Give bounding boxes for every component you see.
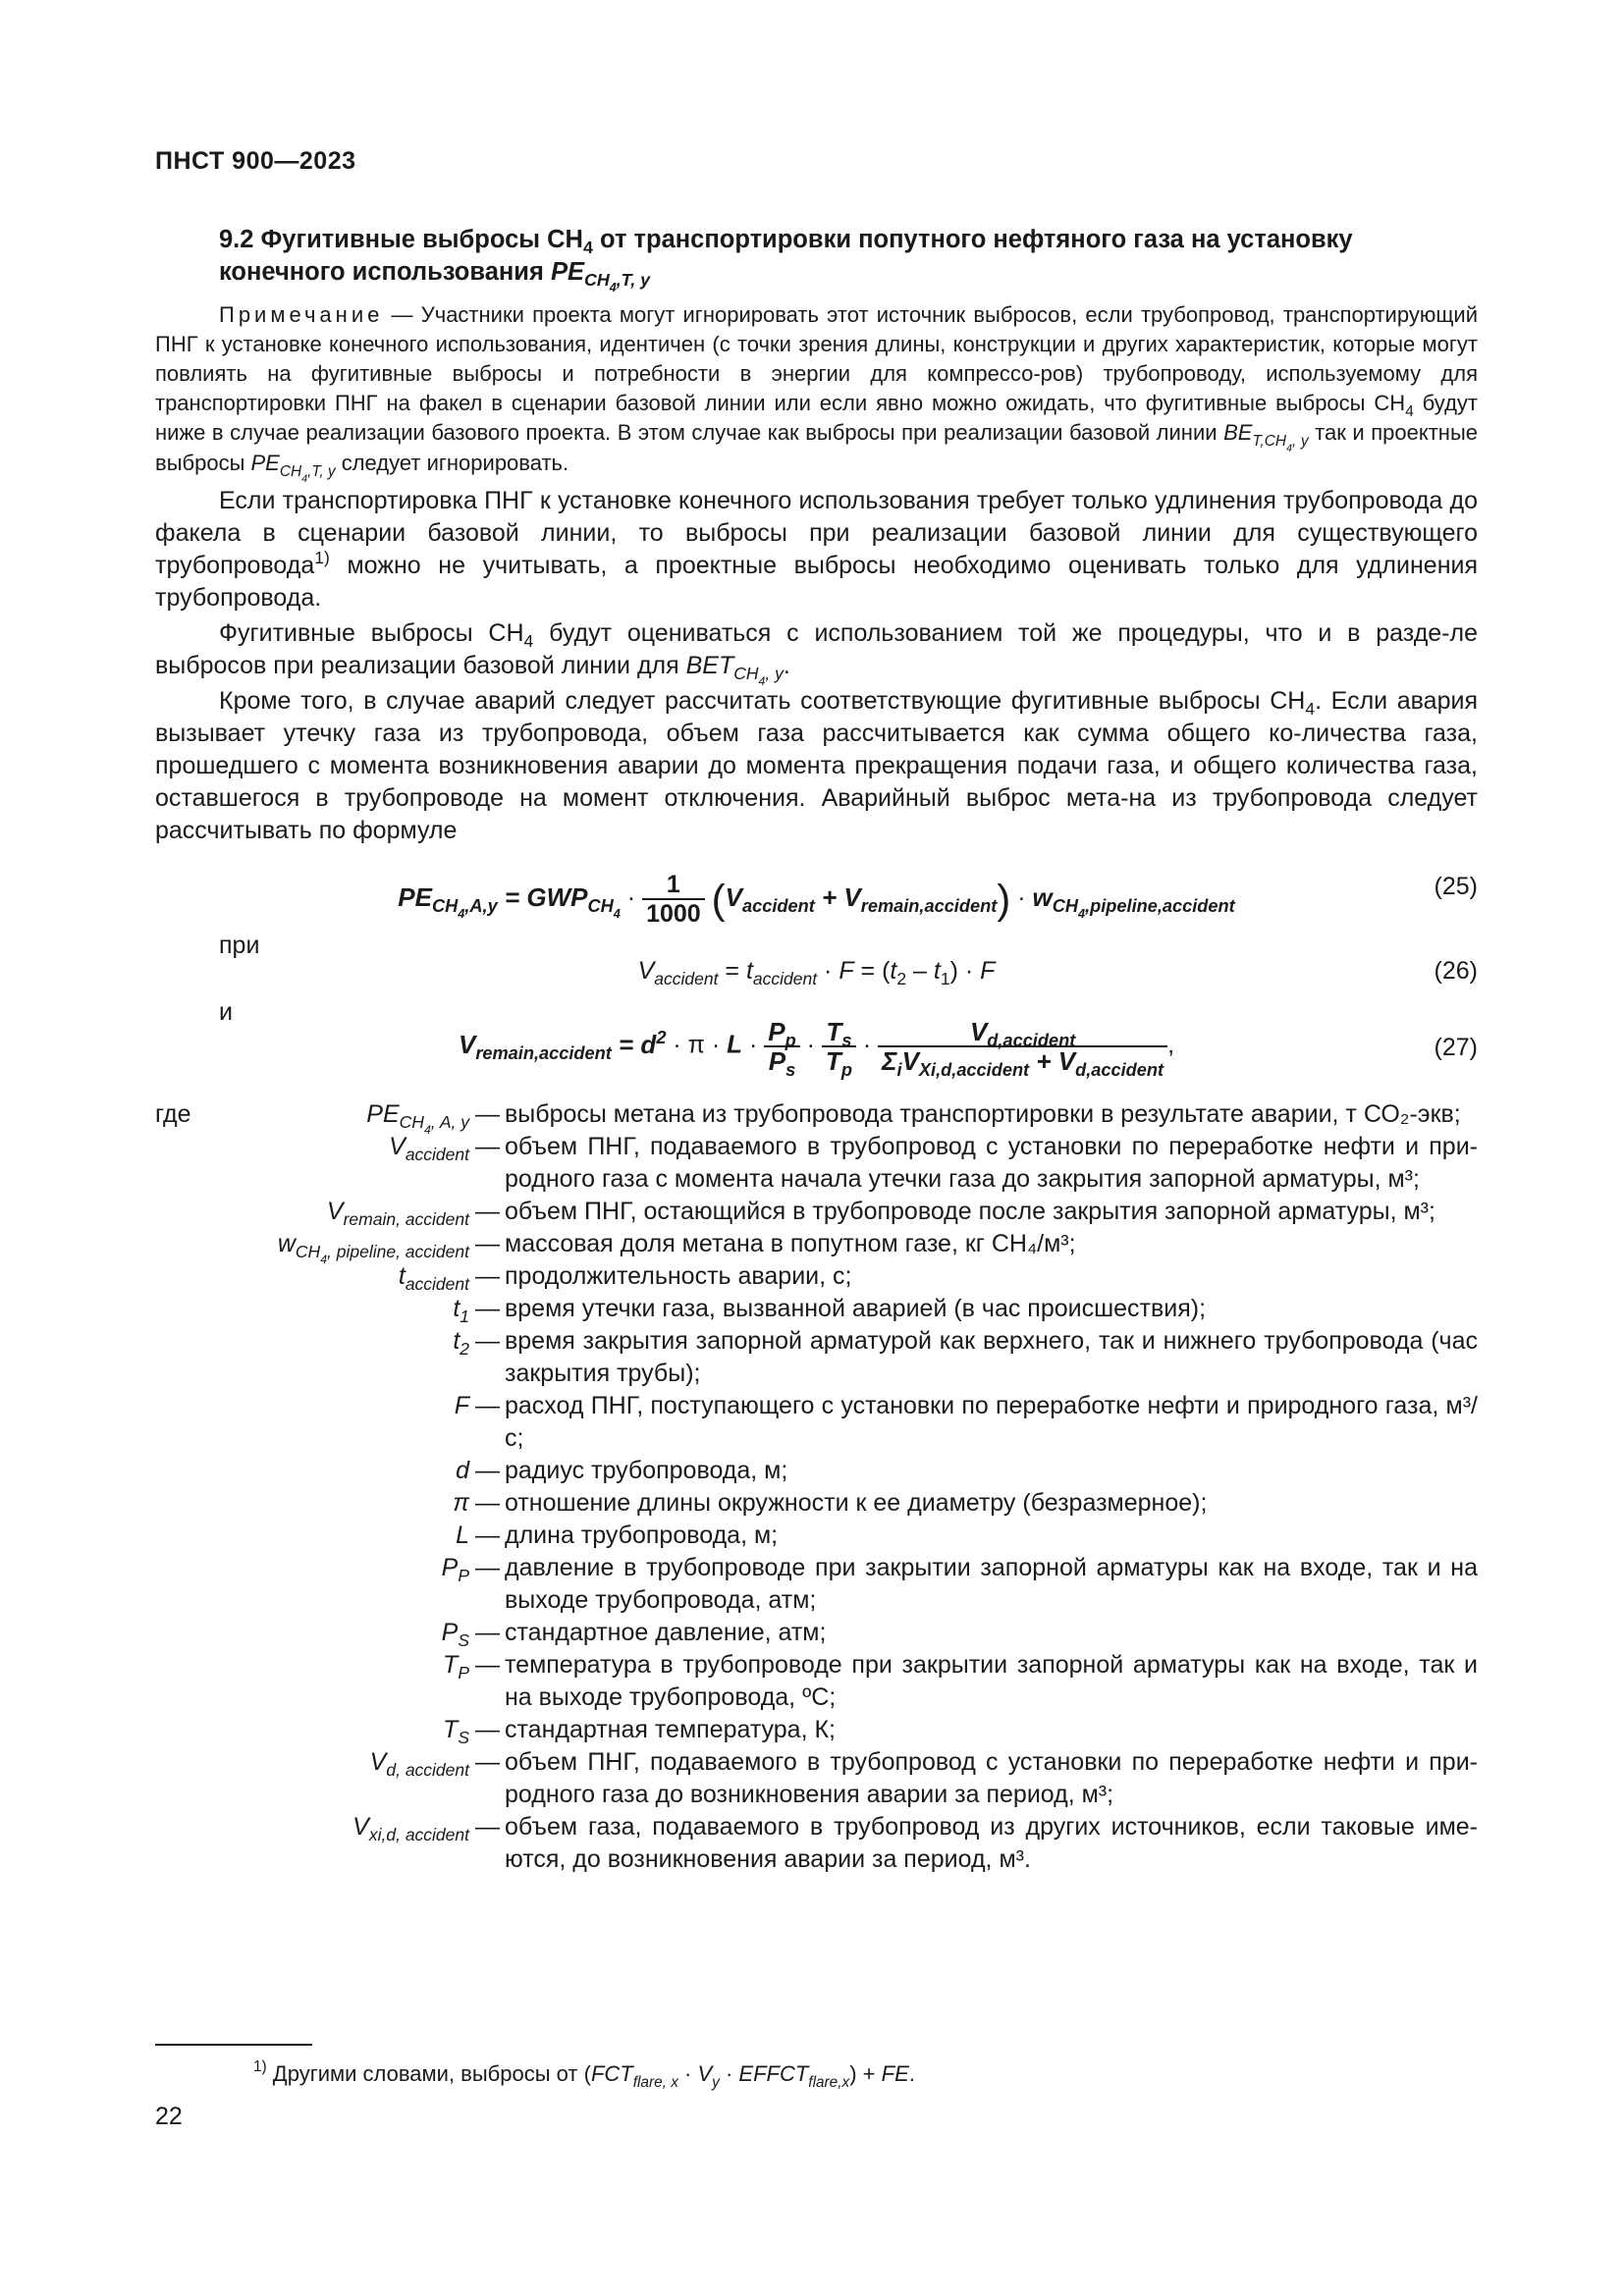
formula-26-number: (26) — [1434, 957, 1478, 985]
section-title-part-c: конечного использования — [219, 258, 551, 286]
note-text-d: следует игнорировать. — [335, 451, 569, 475]
definition-text: давление в трубопроводе при закрытии запорной арматуры как на входе, так и на выходе трубопровода, атм; — [505, 1554, 1478, 1614]
definition-item: где $PE_{CH_4, A, y}$ — выбросы метана из трубопровода транспортировки в результате аварии, т СО₂-экв; — [155, 1098, 1478, 1131]
footnote: $^{1)}$ Другими словами, выбросы от ($FCT_{flare, x} \cdot V_y$ · $EFFCT_{flare,x}$) + FE. — [253, 2058, 915, 2091]
definition-symbol: $V_{accident}$ — [389, 1133, 469, 1164]
definition-text: выбросы метана из трубопровода транспортировки в результате аварии, т СО₂-экв; — [505, 1100, 1461, 1128]
definition-symbol: d — [456, 1457, 469, 1484]
definition-text: температура в трубопроводе при закрытии запорной арматуры как на входе, так и на выходе трубопровода, ºС; — [505, 1651, 1478, 1711]
definition-item: $t_1$ — время утечки газа, вызванной аварией (в час происшествия); — [155, 1293, 1478, 1325]
section-title: 9.2 Фугитивные выбросы $СН_4$ от транспортировки попутного нефтяного газа на установку конечного использования $PE_{CH_4,T, y}$ — [219, 226, 1353, 294]
definition-item: $P_S$ — стандартное давление, атм; — [155, 1617, 1478, 1649]
definition-item: $T_S$ — стандартная температура, К; — [155, 1714, 1478, 1746]
definition-text: стандартное давление, атм; — [505, 1619, 827, 1646]
definition-item: $t_{accident}$ — продолжительность аварии, с; — [155, 1260, 1478, 1293]
definition-text: отношение длины окружности к ее диаметру (безразмерное); — [505, 1489, 1208, 1517]
definition-text: объем газа, подаваемого в трубопровод из других источников, если таковые име-ются, до возникновения аварии за период, м³. — [505, 1813, 1478, 1873]
definition-item: $T_P$ — температура в трубопроводе при закрытии запорной арматуры как на входе, так и на выходе трубопровода, ºС; — [155, 1649, 1478, 1714]
note-text-b: будут ниже в случае реализации базового проекта. В этом случае как выбросы при реализации базовой линии — [155, 391, 1478, 445]
note-text-c: так и проектные выбросы — [155, 420, 1478, 475]
formula-27-number: (27) — [1434, 1034, 1478, 1061]
definition-text: объем ПНГ, остающийся в трубопроводе после закрытия запорной арматуры, м³; — [505, 1198, 1435, 1225]
definition-item: F — расход ПНГ, поступающего с установки по переработке нефти и природного газа, м³/с; — [155, 1390, 1478, 1455]
definitions-where-label: где — [155, 1100, 191, 1128]
section-number: 9.2 — [219, 226, 254, 253]
paragraph-3-text-a: Кроме того, в случае аварий следует рассчитать соответствующие фугитивные выбросы СН — [219, 687, 1306, 715]
paragraph-2-text-a: Фугитивные выбросы СН — [219, 619, 524, 647]
definition-text: стандартная температура, К; — [505, 1716, 836, 1743]
definition-symbol: $P_P$ — [441, 1554, 469, 1585]
definition-item: $w_{CH_4, pipeline, accident}$ — массовая доля метана в попутном газе, кг СН₄/м³; — [155, 1228, 1478, 1260]
definition-symbol: $T_P$ — [443, 1651, 469, 1682]
definition-symbol: $t_1$ — [453, 1295, 469, 1326]
definition-symbol: F — [454, 1392, 469, 1419]
definition-text: объем ПНГ, подаваемого в трубопровод с установки по переработке нефти и при-родного газа до возникновения аварии за период, м³; — [505, 1748, 1478, 1808]
note-paragraph: Примечание — Участники проекта могут игнорировать этот источник выбросов, если трубопровод, транспортирующий ПНГ к установке конечного использования, идентичен (с точки зрения длины, конструкции и других характеристик, которые могут повлиять на фугитивные выбросы и потребности в энергии для компрессо-ров) трубопроводу, используемому для транспортировки ПНГ на факел в сценарии базовой линии или если явно можно ожидать, что фугитивные выбросы $СН_4$ будут ниже в случае реализации базового проекта. В этом случае как выбросы при реализации базовой линии $BE_{T,CH_4, y}$ так и проектные выбросы $PE_{CH_4,T, y}$ следует игнорировать. — [155, 302, 1478, 485]
definition-item: $V_{xi,d, accident}$ — объем газа, подаваемого в трубопровод из других источников, если таковые име-ются, до возникновения аварии за период, м³. — [155, 1811, 1478, 1876]
definition-text: радиус трубопровода, м; — [505, 1457, 788, 1484]
definition-symbol: L — [456, 1522, 469, 1549]
formula-25-number: (25) — [1434, 873, 1478, 900]
definition-text: время утечки газа, вызванной аварией (в час происшествия); — [505, 1295, 1207, 1322]
formula-26: $V_{accident} = t_{accident} \cdot F = (t_2 - t_1) \cdot F$ — [637, 957, 996, 988]
definition-item: d — радиус трубопровода, м; — [155, 1455, 1478, 1487]
page-number: 22 — [155, 2103, 183, 2130]
definition-item: $P_P$ — давление в трубопроводе при закрытии запорной арматуры как на входе, так и на выходе трубопровода, атм; — [155, 1552, 1478, 1617]
formula-26-row — [155, 955, 1478, 994]
paragraph-1-text-a: Если транспортировка ПНГ к установке конечного использования требует только удлинения трубопровода до факела в сценарии базовой линии, то выбросы при реализации базовой линии для существующего трубопровода — [155, 487, 1478, 579]
section-title-part-a: Фугитивные выбросы СН — [260, 226, 583, 253]
definition-symbol: $t_2$ — [453, 1327, 469, 1359]
definition-symbol: $w_{CH_4, pipeline, accident}$ — [277, 1230, 469, 1266]
definition-item: $V_{accident}$ — объем ПНГ, подаваемого в трубопровод с установки по переработке нефти и при-родного газа с момента начала утечки газа до закрытия запорной арматуры, м³; — [155, 1131, 1478, 1196]
definition-text: продолжительность аварии, с; — [505, 1262, 852, 1290]
paragraph-1: Если транспортировка ПНГ к установке конечного использования требует только удлинения трубопровода до факела в сценарии базовой линии, то выбросы при реализации базовой линии для существующего трубопровода$^{1)}$ можно не учитывать, а проектные выбросы необходимо оценивать только для удлинения трубопровода. — [155, 487, 1478, 612]
note-label: Примечание — [219, 302, 384, 327]
definition-item: $V_{d, accident}$ — объем ПНГ, подаваемого в трубопровод с установки по переработке нефти и при-родного газа до возникновения аварии за период, м³; — [155, 1746, 1478, 1811]
definition-item: π — отношение длины окружности к ее диаметру (безразмерное); — [155, 1487, 1478, 1520]
formula-27: $V_{remain,accident} = d^2 \cdot \pi \cdot L$ · $\frac{P_p}{P_s}$ · $\frac{T_s}{T_p}$ · $\frac{V_{d,accident}}{\Sigma_iV_{Xi,d,accident} + V_{d,accident}}$ , — [458, 1017, 1175, 1080]
document-header: ПНСТ 900—2023 — [155, 147, 356, 175]
definition-text: время закрытия запорной арматурой как верхнего, так и нижнего трубопровода (час закрытия трубы); — [505, 1327, 1478, 1387]
formula-label-i: и — [219, 998, 233, 1026]
paragraph-3: Кроме того, в случае аварий следует рассчитать соответствующие фугитивные выбросы $СН_4$. Если авария вызывает утечку газа из трубопровода, объем газа рассчитывается как сумма общего ко-личества газа, прошедшего с момента возникновения аварии до момента прекращения подачи газа, и общего количества газа, оставшегося в трубопроводе на момент отключения. Аварийный выброс мета-на из трубопровода следует рассчитывать по формуле — [155, 687, 1478, 844]
definition-symbol: $t_{accident}$ — [398, 1262, 469, 1294]
definition-text: массовая доля метана в попутном газе, кг СН₄/м³; — [505, 1230, 1076, 1257]
formula-25: $PE_{CH_4,A,y} = GWP_{CH_4}$ · $\frac{1}{1000}$ $(V_{accident} + V_{remain,accident}) \cdot w_{CH_4,pipeline,accident}$ — [398, 871, 1235, 928]
page-content — [155, 224, 1478, 1876]
formula-label-pri: при — [219, 932, 260, 959]
footnote-text: Другими словами, выбросы от ( — [266, 2061, 591, 2086]
formula-25-row — [155, 871, 1478, 928]
definition-symbol: $V_{xi,d, accident}$ — [352, 1813, 469, 1844]
definition-item: $V_{remain, accident}$ — объем ПНГ, остающийся в трубопроводе после закрытия запорной арматуры, м³; — [155, 1196, 1478, 1228]
definition-symbol: $P_S$ — [441, 1619, 469, 1650]
definition-text: длина трубопровода, м; — [505, 1522, 779, 1549]
definition-symbol: $V_{remain, accident}$ — [326, 1198, 469, 1229]
section-title-part-b: от транспортировки попутного нефтяного газа на установку — [592, 226, 1353, 253]
formula-27-row — [155, 1016, 1478, 1083]
definition-symbol: π — [453, 1489, 469, 1517]
definition-symbol: $PE_{CH_4, A, y}$ — [366, 1100, 469, 1137]
paragraph-2-text-b: будут оцениваться с использованием той же процедуры, что и в разде-ле выбросов при реализации базовой линии для — [155, 619, 1478, 679]
paragraph-2: Фугитивные выбросы $СН_4$ будут оцениваться с использованием той же процедуры, что и в разде-ле выбросов при реализации базовой линии для $BET_{CH_4, y}$. — [155, 619, 1478, 688]
footnote-divider — [155, 2044, 312, 2046]
definitions-list — [155, 1098, 1478, 1876]
definition-item: $t_2$ — время закрытия запорной арматурой как верхнего, так и нижнего трубопровода (час закрытия трубы); — [155, 1325, 1478, 1390]
note-text-a: — Участники проекта могут игнорировать этот источник выбросов, если трубопровод, транспортирующий ПНГ к установке конечного использования, идентичен (с точки зрения длины, конструкции и других характеристик, которые могут повлиять на фугитивные выбросы и потребности в энергии для компрессо-ров) трубопроводу, используемому для транспортировки ПНГ на факел в сценарии базовой линии или если явно можно ожидать, что фугитивные выбросы СН — [155, 302, 1478, 415]
paragraph-1-text-b: можно не учитывать, а проектные выбросы необходимо оценивать только для удлинения трубопровода. — [155, 552, 1478, 612]
definition-item: L — длина трубопровода, м; — [155, 1520, 1478, 1552]
definition-symbol: $V_{d, accident}$ — [369, 1748, 469, 1780]
definition-symbol: $T_S$ — [443, 1716, 469, 1747]
paragraph-3-text-b: . Если авария вызывает утечку газа из трубопровода, объем газа рассчитывается как сумма общего ко-личества газа, прошедшего с момента возникновения аварии до момента прекращения подачи газа, и общего количества газа, оставшегося в трубопроводе на момент отключения. Аварийный выброс мета-на из трубопровода следует рассчитывать по формуле — [155, 687, 1478, 844]
definition-text: расход ПНГ, поступающего с установки по переработке нефти и природного газа, м³/с; — [505, 1392, 1478, 1452]
definition-text: объем ПНГ, подаваемого в трубопровод с установки по переработке нефти и при-родного газа с момента начала утечки газа до закрытия запорной арматуры, м³; — [505, 1133, 1478, 1193]
